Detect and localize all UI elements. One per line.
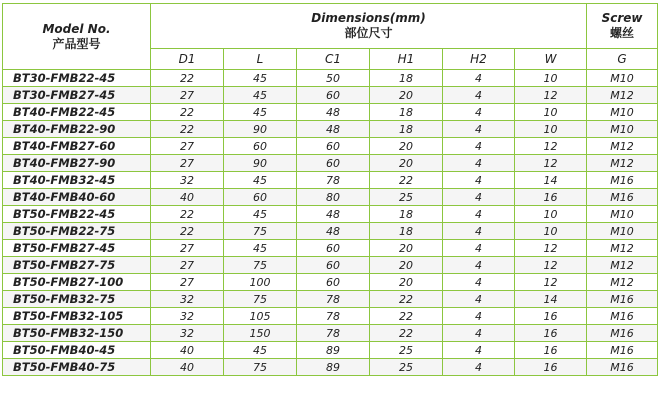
l-cell: 45: [224, 206, 297, 223]
l-cell: 45: [224, 172, 297, 189]
d1-cell: 40: [151, 189, 224, 206]
d1-cell: 32: [151, 308, 224, 325]
g-cell: M12: [587, 155, 658, 172]
w-cell: 10: [515, 121, 587, 138]
h2-cell: 4: [443, 70, 515, 87]
d1-cell: 27: [151, 138, 224, 155]
table-row: [3, 325, 658, 342]
w-cell: 10: [515, 70, 587, 87]
h1-cell: 20: [370, 87, 443, 104]
h1-cell: 18: [370, 223, 443, 240]
table-row: [3, 104, 658, 121]
h2-cell: 4: [443, 342, 515, 359]
c1-cell: 50: [297, 70, 370, 87]
w-cell: 16: [515, 189, 587, 206]
g-cell: M16: [587, 359, 658, 376]
model-header-cn: 产品型号: [52, 36, 101, 51]
h1-cell: 20: [370, 240, 443, 257]
table-row: [3, 121, 658, 138]
l-cell: 60: [224, 189, 297, 206]
h1-cell: 20: [370, 155, 443, 172]
table-row: [3, 291, 658, 308]
g-cell: M12: [587, 274, 658, 291]
g-cell: M10: [587, 121, 658, 138]
model-cell: BT50-FMB40-45: [3, 342, 151, 359]
g-cell: M16: [587, 189, 658, 206]
c1-cell: 60: [297, 155, 370, 172]
l-cell: 105: [224, 308, 297, 325]
model-header-title: Model No.: [42, 21, 111, 36]
table-row: [3, 138, 658, 155]
h1-cell: 22: [370, 172, 443, 189]
l-cell: 45: [224, 342, 297, 359]
l-cell: 90: [224, 155, 297, 172]
l-cell: 75: [224, 291, 297, 308]
c1-cell: 89: [297, 342, 370, 359]
column-header-g: G: [587, 49, 658, 70]
h2-cell: 4: [443, 359, 515, 376]
l-cell: 75: [224, 359, 297, 376]
column-header-c1: C1: [297, 49, 370, 70]
model-cell: BT50-FMB27-75: [3, 257, 151, 274]
g-cell: M16: [587, 308, 658, 325]
model-cell: BT40-FMB40-60: [3, 189, 151, 206]
model-cell: BT50-FMB27-100: [3, 274, 151, 291]
h1-cell: 25: [370, 342, 443, 359]
w-cell: 16: [515, 308, 587, 325]
model-cell: BT40-FMB22-90: [3, 121, 151, 138]
model-header-cell: [3, 4, 151, 70]
w-cell: 16: [515, 342, 587, 359]
w-cell: 10: [515, 223, 587, 240]
w-cell: 12: [515, 240, 587, 257]
h2-cell: 4: [443, 223, 515, 240]
w-cell: 14: [515, 172, 587, 189]
table-row: [3, 240, 658, 257]
model-cell: BT40-FMB27-60: [3, 138, 151, 155]
model-cell: BT50-FMB32-75: [3, 291, 151, 308]
table-row: [3, 189, 658, 206]
table-body: [3, 70, 658, 376]
w-cell: 14: [515, 291, 587, 308]
w-cell: 12: [515, 155, 587, 172]
h1-cell: 25: [370, 189, 443, 206]
g-cell: M16: [587, 291, 658, 308]
table-row: [3, 155, 658, 172]
d1-cell: 22: [151, 70, 224, 87]
w-cell: 12: [515, 257, 587, 274]
g-cell: M10: [587, 104, 658, 121]
d1-cell: 22: [151, 223, 224, 240]
c1-cell: 78: [297, 325, 370, 342]
c1-cell: 48: [297, 104, 370, 121]
table-row: [3, 87, 658, 104]
model-cell: BT40-FMB22-45: [3, 104, 151, 121]
d1-cell: 32: [151, 325, 224, 342]
h1-cell: 20: [370, 257, 443, 274]
h1-cell: 22: [370, 291, 443, 308]
c1-cell: 60: [297, 257, 370, 274]
h2-cell: 4: [443, 308, 515, 325]
g-cell: M16: [587, 342, 658, 359]
g-cell: M10: [587, 223, 658, 240]
l-cell: 60: [224, 138, 297, 155]
d1-cell: 27: [151, 274, 224, 291]
l-cell: 90: [224, 121, 297, 138]
table-row: [3, 342, 658, 359]
h2-cell: 4: [443, 87, 515, 104]
g-cell: M12: [587, 87, 658, 104]
h1-cell: 18: [370, 121, 443, 138]
h2-cell: 4: [443, 291, 515, 308]
model-cell: BT40-FMB32-45: [3, 172, 151, 189]
d1-cell: 27: [151, 257, 224, 274]
c1-cell: 80: [297, 189, 370, 206]
model-cell: BT50-FMB32-105: [3, 308, 151, 325]
h2-cell: 4: [443, 155, 515, 172]
model-cell: BT50-FMB32-150: [3, 325, 151, 342]
d1-cell: 32: [151, 172, 224, 189]
c1-cell: 48: [297, 121, 370, 138]
table-row: [3, 206, 658, 223]
c1-cell: 78: [297, 308, 370, 325]
w-cell: 16: [515, 359, 587, 376]
d1-cell: 22: [151, 121, 224, 138]
model-cell: BT50-FMB27-45: [3, 240, 151, 257]
g-cell: M16: [587, 325, 658, 342]
c1-cell: 60: [297, 240, 370, 257]
w-cell: 10: [515, 104, 587, 121]
h2-cell: 4: [443, 138, 515, 155]
h1-cell: 25: [370, 359, 443, 376]
h1-cell: 20: [370, 274, 443, 291]
h2-cell: 4: [443, 104, 515, 121]
l-cell: 45: [224, 87, 297, 104]
d1-cell: 40: [151, 342, 224, 359]
h1-cell: 18: [370, 70, 443, 87]
table-row: [3, 359, 658, 376]
c1-cell: 60: [297, 87, 370, 104]
h1-cell: 18: [370, 104, 443, 121]
model-cell: BT50-FMB22-75: [3, 223, 151, 240]
h2-cell: 4: [443, 189, 515, 206]
d1-cell: 22: [151, 206, 224, 223]
c1-cell: 89: [297, 359, 370, 376]
l-cell: 75: [224, 257, 297, 274]
dimensions-header-cell: [151, 4, 587, 49]
table-row: [3, 257, 658, 274]
h1-cell: 22: [370, 308, 443, 325]
h1-cell: 18: [370, 206, 443, 223]
g-cell: M16: [587, 172, 658, 189]
model-cell: BT30-FMB27-45: [3, 87, 151, 104]
table-row: [3, 308, 658, 325]
h2-cell: 4: [443, 206, 515, 223]
h2-cell: 4: [443, 240, 515, 257]
d1-cell: 40: [151, 359, 224, 376]
model-cell: BT30-FMB22-45: [3, 70, 151, 87]
h2-cell: 4: [443, 172, 515, 189]
g-cell: M12: [587, 138, 658, 155]
h2-cell: 4: [443, 121, 515, 138]
d1-cell: 27: [151, 240, 224, 257]
column-header-l: L: [224, 49, 297, 70]
w-cell: 12: [515, 138, 587, 155]
l-cell: 45: [224, 240, 297, 257]
model-cell: BT40-FMB27-90: [3, 155, 151, 172]
table-row: [3, 223, 658, 240]
w-cell: 12: [515, 274, 587, 291]
column-header-d1: D1: [151, 49, 224, 70]
screw-header-cell: [587, 4, 658, 49]
d1-cell: 32: [151, 291, 224, 308]
w-cell: 10: [515, 206, 587, 223]
g-cell: M10: [587, 70, 658, 87]
dimensions-header-title: Dimensions(mm): [311, 11, 426, 25]
dimensions-header-cn: 部位尺寸: [344, 26, 393, 40]
h1-cell: 20: [370, 138, 443, 155]
l-cell: 75: [224, 223, 297, 240]
d1-cell: 27: [151, 87, 224, 104]
c1-cell: 60: [297, 138, 370, 155]
d1-cell: 22: [151, 104, 224, 121]
table-header: [3, 4, 658, 70]
column-header-w: W: [515, 49, 587, 70]
w-cell: 16: [515, 325, 587, 342]
h2-cell: 4: [443, 257, 515, 274]
h2-cell: 4: [443, 274, 515, 291]
l-cell: 150: [224, 325, 297, 342]
g-cell: M12: [587, 257, 658, 274]
column-header-h1: H1: [370, 49, 443, 70]
h2-cell: 4: [443, 325, 515, 342]
c1-cell: 78: [297, 172, 370, 189]
c1-cell: 60: [297, 274, 370, 291]
c1-cell: 48: [297, 206, 370, 223]
c1-cell: 78: [297, 291, 370, 308]
table-row: [3, 70, 658, 87]
screw-header-title: Screw: [601, 11, 643, 25]
d1-cell: 27: [151, 155, 224, 172]
spec-table: [2, 3, 658, 376]
h1-cell: 22: [370, 325, 443, 342]
model-cell: BT50-FMB40-75: [3, 359, 151, 376]
header-row-top: [3, 4, 658, 49]
c1-cell: 48: [297, 223, 370, 240]
w-cell: 12: [515, 87, 587, 104]
l-cell: 45: [224, 104, 297, 121]
g-cell: M10: [587, 206, 658, 223]
g-cell: M12: [587, 240, 658, 257]
l-cell: 100: [224, 274, 297, 291]
table-row: [3, 172, 658, 189]
model-cell: BT50-FMB22-45: [3, 206, 151, 223]
table-row: [3, 274, 658, 291]
l-cell: 45: [224, 70, 297, 87]
column-header-h2: H2: [443, 49, 515, 70]
screw-header-cn: 螺丝: [610, 26, 635, 40]
